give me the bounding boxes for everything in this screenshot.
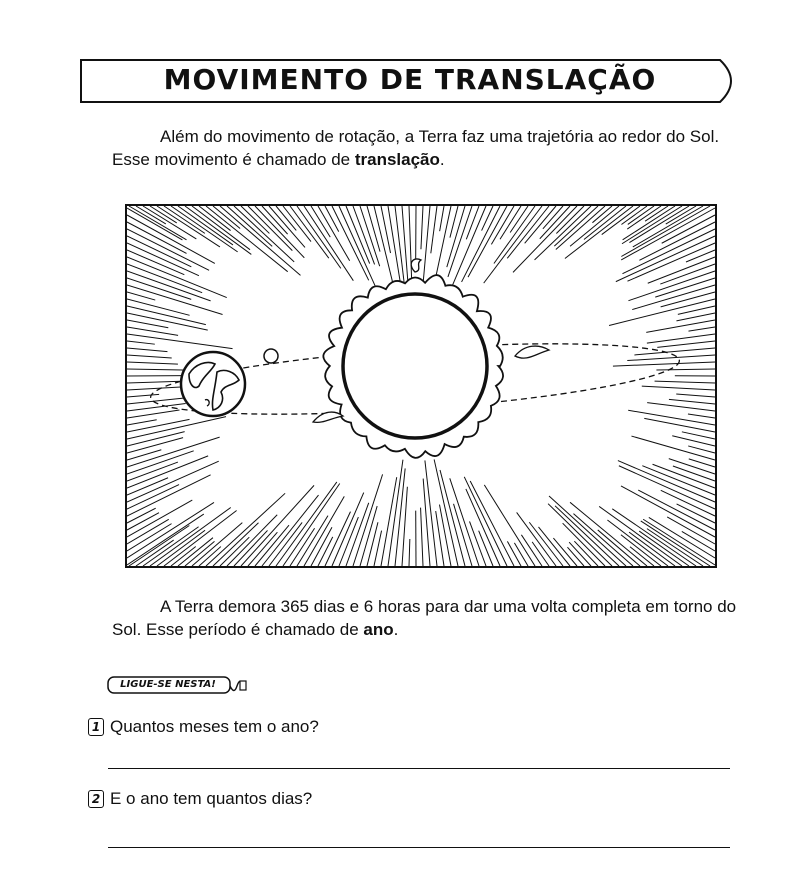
translation-illustration bbox=[125, 204, 717, 568]
question-number: 1 bbox=[88, 718, 104, 736]
page-title: MOVIMENTO DE TRANSLAÇÃO bbox=[163, 63, 657, 96]
year-bold-term: ano bbox=[363, 620, 394, 639]
answer-line-1[interactable] bbox=[108, 768, 730, 769]
moon-icon bbox=[264, 349, 278, 363]
question-2 bbox=[88, 788, 312, 810]
question-text: E o ano tem quantos dias? bbox=[110, 789, 313, 808]
answer-line-2[interactable] bbox=[108, 847, 730, 848]
earth-icon bbox=[181, 352, 245, 416]
question-text: Quantos meses tem o ano? bbox=[110, 717, 319, 736]
question-1 bbox=[88, 716, 319, 738]
title-banner bbox=[80, 59, 740, 101]
year-end: . bbox=[393, 620, 399, 639]
question-number: 2 bbox=[88, 790, 104, 808]
intro-text: Além do movimento de rotação, a Terra faz uma trajetória ao redor do Sol. Esse movimento é chamado de bbox=[112, 127, 720, 169]
tag-label: LIGUE-SE NESTA! bbox=[120, 679, 216, 690]
year-paragraph bbox=[112, 595, 737, 641]
intro-end: . bbox=[439, 150, 445, 169]
intro-paragraph bbox=[112, 125, 737, 171]
year-text: A Terra demora 365 dias e 6 horas para dar uma volta completa em torno do Sol. Esse período é chamado de bbox=[112, 597, 737, 639]
intro-bold-term: translação bbox=[354, 150, 440, 169]
